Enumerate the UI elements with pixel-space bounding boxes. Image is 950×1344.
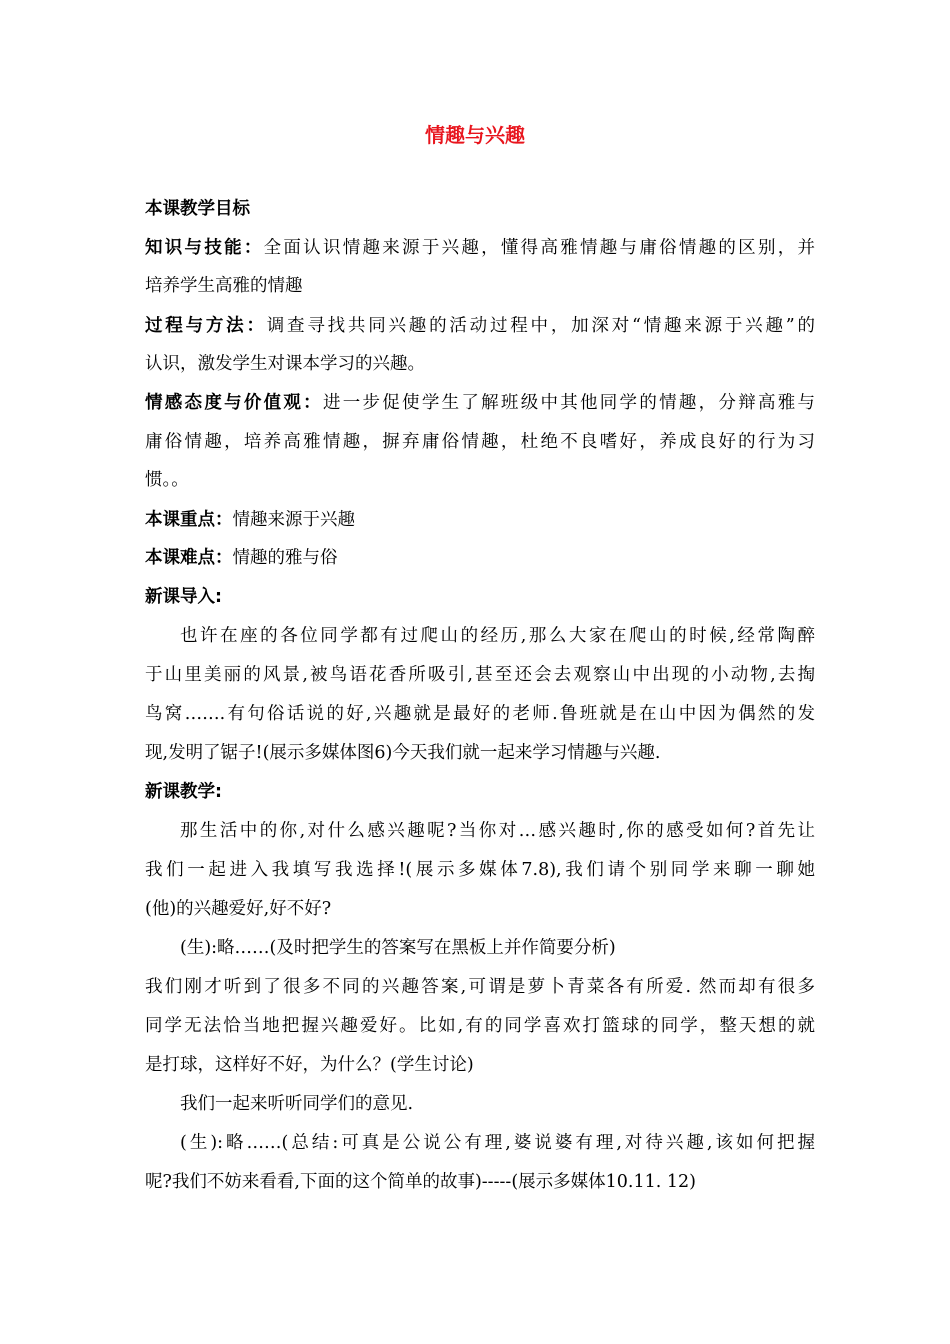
emotion-values-line1 [145, 390, 815, 416]
teaching-p1-text1: 那生活中的你,对什么感兴趣呢?当你对…感兴趣时,你的感受如何?首先让 [180, 821, 815, 841]
knowledge-skills-line2: 培养学生高雅的情趣 [145, 276, 303, 296]
intro-text2: 于山里美丽的风景,被鸟语花香所吸引,甚至还会去观察山中出现的小动物,去掏 [145, 665, 815, 685]
knowledge-skills-label: 知识与技能： [145, 238, 264, 258]
teaching-p1-text2: 我们一起进入我填写我选择!(展示多媒体7.8),我们请个别同学来聊一聊她 [145, 860, 815, 880]
emotion-values-label: 情感态度与价值观： [145, 393, 323, 413]
teaching-p4: 我们一起来听听同学们的意见. [180, 1094, 414, 1114]
teaching-p5-line2: 呢?我们不妨来看看,下面的这个简单的故事)-----(展示多媒体10.11. 12) [145, 1172, 696, 1192]
teaching-heading: 新课教学: [145, 782, 222, 802]
process-method-label: 过程与方法： [145, 316, 267, 336]
intro-text1: 也许在座的各位同学都有过爬山的经历,那么大家在爬山的时候,经常陶醉 [180, 626, 815, 646]
knowledge-skills-line1 [145, 235, 815, 261]
knowledge-skills-text1: 全面认识情趣来源于兴趣，懂得高雅情趣与庸俗情趣的区别，并 [263, 238, 816, 258]
intro-line4: 现,发明了锯子!(展示多媒体图6)今天我们就一起来学习情趣与兴趣. [145, 743, 661, 763]
teaching-p3-line1 [145, 974, 815, 1000]
teaching-p2: (生):略……(及时把学生的答案写在黑板上并作简要分析) [180, 938, 616, 958]
key-point-text: 情趣来源于兴趣 [232, 510, 355, 530]
emotion-values-text2: 庸俗情趣，培养高雅情趣，摒弃庸俗情趣，杜绝不良嗜好，养成良好的行为习 [145, 432, 815, 452]
teaching-p3-line2 [145, 1013, 815, 1039]
teaching-p3-line3: 是打球，这样好不好，为什么？(学生讨论) [145, 1055, 474, 1075]
intro-text3: 鸟窝…….有句俗话说的好,兴趣就是最好的老师.鲁班就是在山中因为偶然的发 [145, 704, 815, 724]
intro-line3 [145, 701, 815, 727]
intro-line2 [145, 662, 815, 688]
document-title: 情趣与兴趣 [425, 123, 525, 147]
intro-heading: 新课导入: [145, 587, 222, 607]
process-method-line2: 认识，激发学生对课本学习的兴趣。 [145, 354, 425, 374]
emotion-values-text1: 进一步促使学生了解班级中其他同学的情趣，分辩高雅与 [322, 393, 816, 413]
teaching-p5-line1 [180, 1130, 850, 1156]
intro-line1 [180, 623, 850, 649]
objectives-heading: 本课教学目标 [145, 199, 250, 219]
teaching-p5-text1: (生):略……(总结:可真是公说公有理,婆说婆有理,对待兴趣,该如何把握 [180, 1133, 815, 1153]
process-method-line1 [145, 313, 815, 339]
key-point-line [145, 507, 815, 533]
teaching-p3-text1: 我们刚才听到了很多不同的兴趣答案,可谓是萝卜青菜各有所爱. 然而却有很多 [145, 977, 815, 997]
teaching-p1-line1 [180, 818, 850, 844]
process-method-text1: 调查寻找共同兴趣的活动过程中，加深对“情趣来源于兴趣”的 [266, 316, 815, 336]
key-point-label: 本课重点： [145, 510, 233, 530]
teaching-p1-line3: (他)的兴趣爱好,好不好? [145, 899, 332, 919]
emotion-values-line2 [145, 429, 815, 455]
difficulty-label: 本课难点： [145, 548, 233, 568]
difficulty-line [145, 545, 815, 571]
teaching-p3-text2: 同学无法恰当地把握兴趣爱好。比如,有的同学喜欢打篮球的同学，整天想的就 [145, 1016, 815, 1036]
teaching-p1-line2 [145, 857, 815, 883]
difficulty-text: 情趣的雅与俗 [232, 548, 338, 568]
emotion-values-line3: 惯。。 [145, 470, 189, 490]
